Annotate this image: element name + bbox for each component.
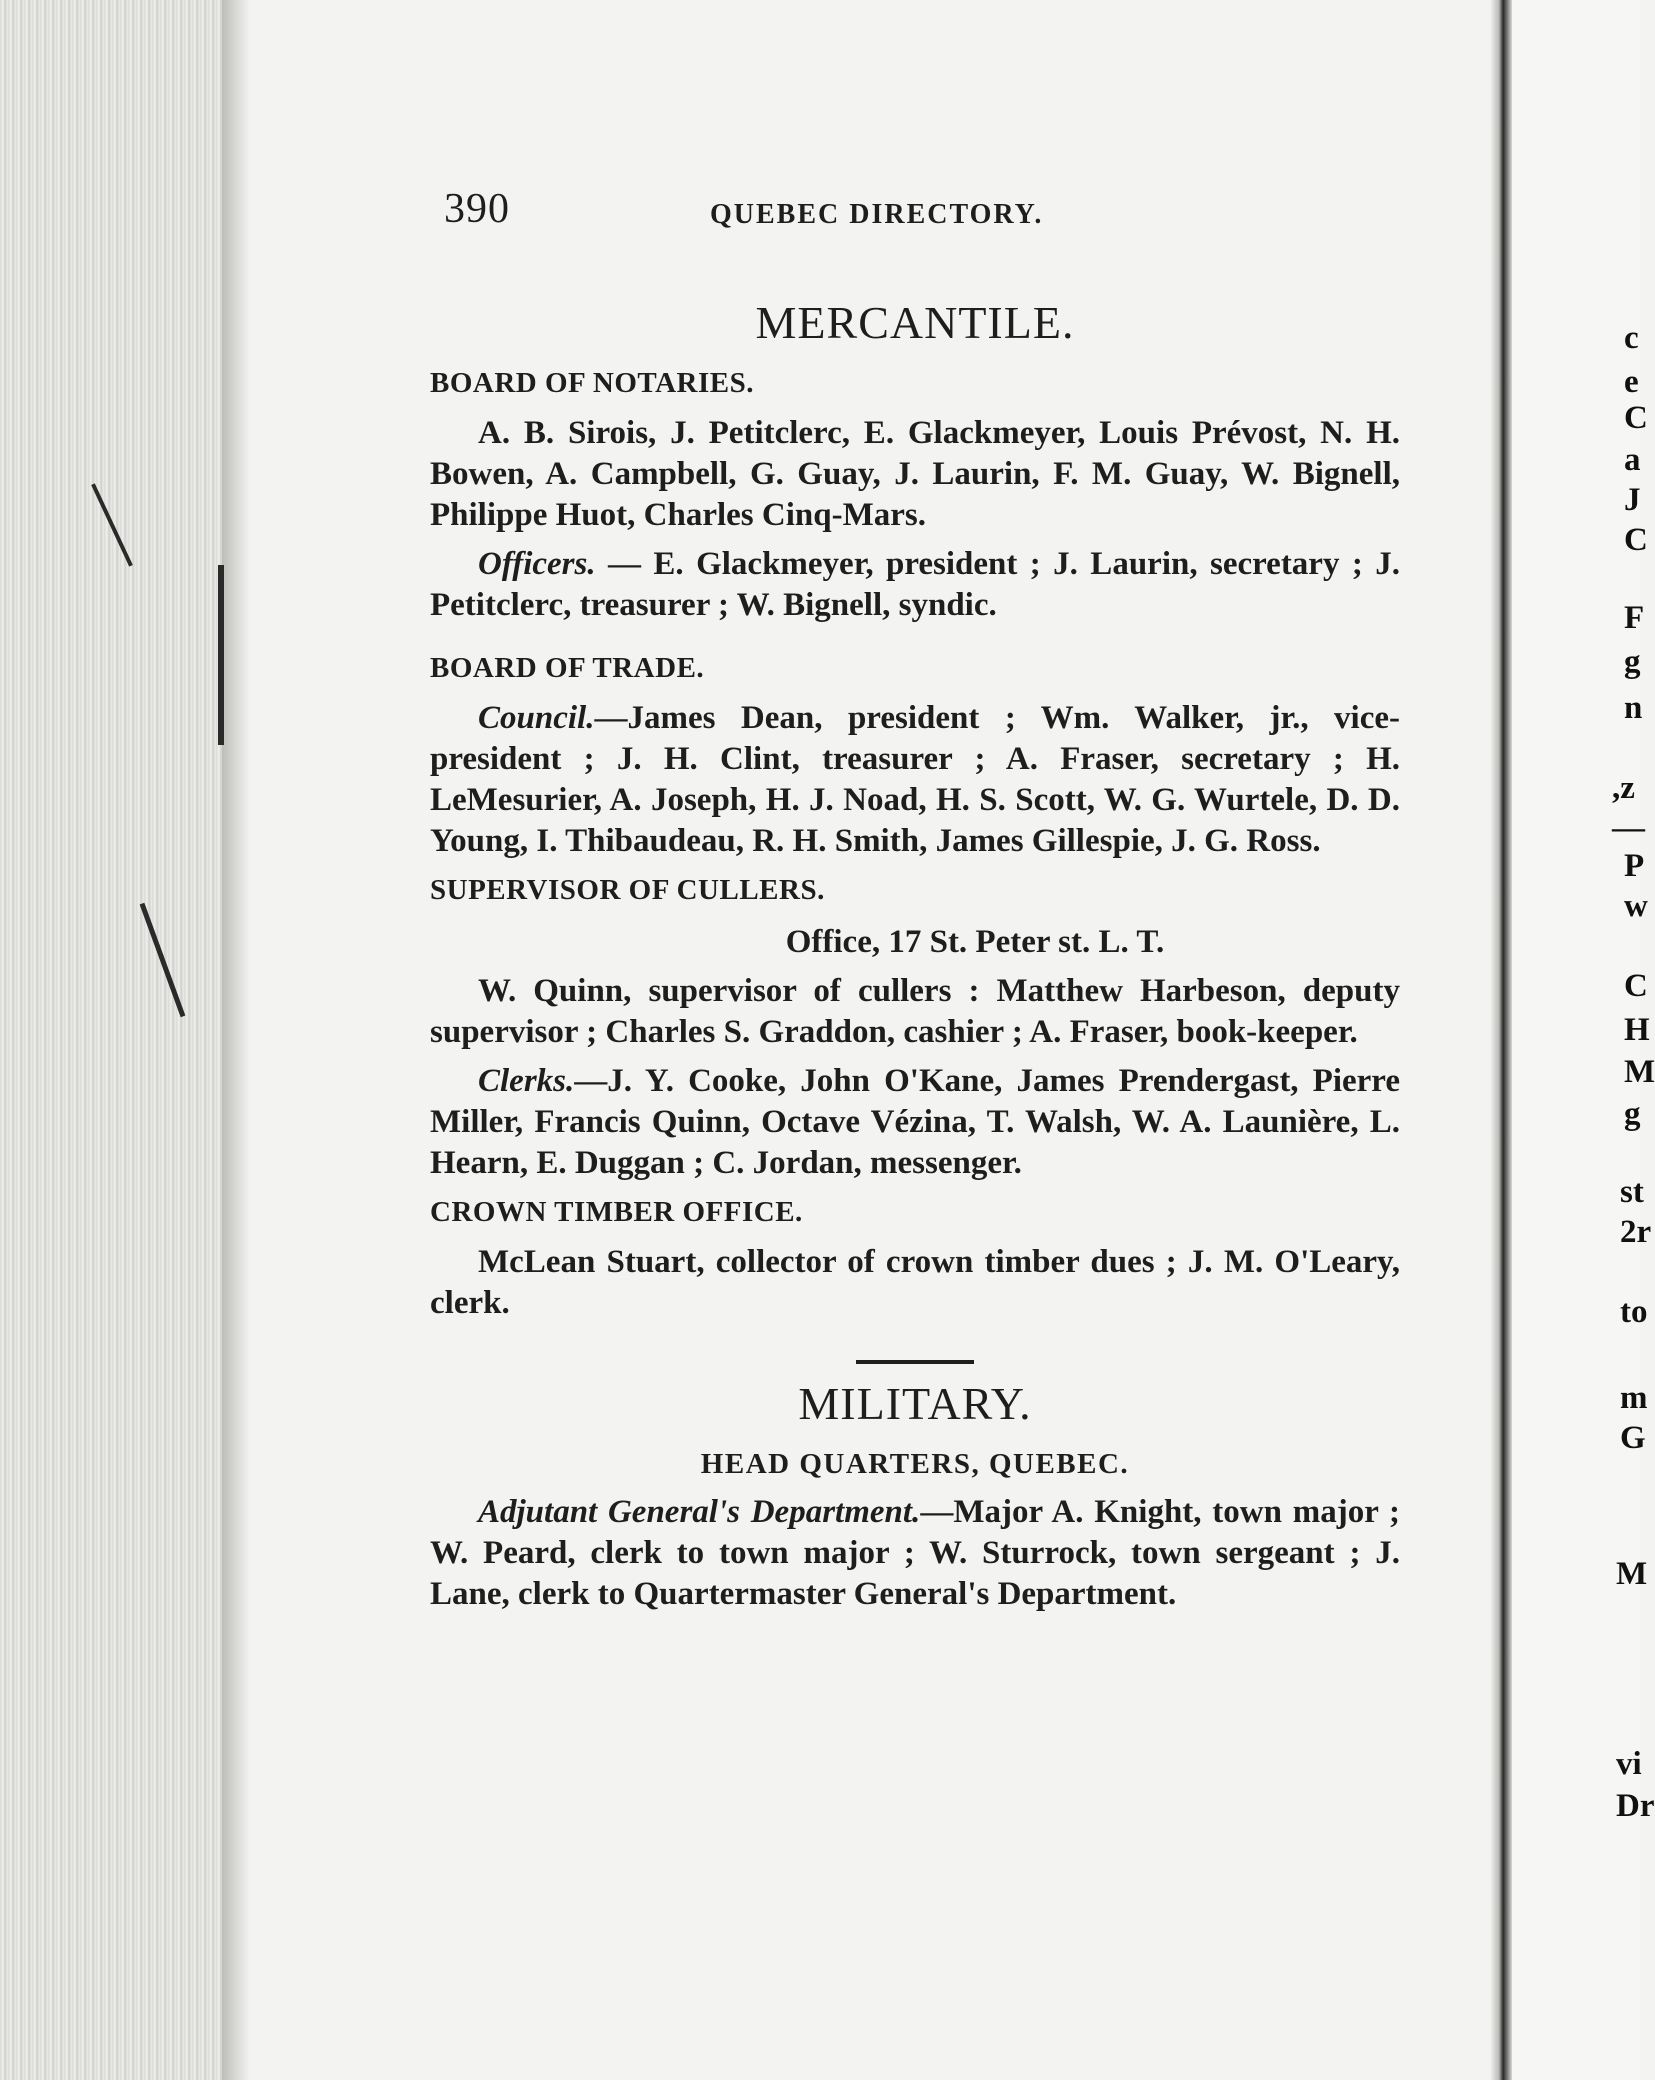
fragment-text: vi xyxy=(1616,1746,1642,1782)
page-number: 390 xyxy=(444,186,510,232)
fragment-text: ,z xyxy=(1612,770,1635,806)
page-edge-shadow xyxy=(222,0,250,2080)
fragment-text: J xyxy=(1624,482,1641,518)
page-header xyxy=(430,185,1400,245)
adjacent-page-fragment xyxy=(1512,0,1655,2080)
fragment-text: st xyxy=(1620,1174,1644,1210)
cullers-clerks xyxy=(430,1061,1400,1184)
fragment-text: C xyxy=(1624,522,1648,558)
clerks-text: —J. Y. Cooke, John O'Kane, James Prendergast, Pierre Miller, Francis Quinn, Octave Vézina, T. Walsh, W. A. Launière, L. Hearn, E. Duggan ; C. Jordan, messenger. xyxy=(430,1063,1400,1181)
heading-crown-timber-office: CROWN TIMBER OFFICE. xyxy=(430,1196,803,1228)
section-title-mercantile: MERCANTILE. xyxy=(755,297,1075,348)
timber-staff: McLean Stuart, collector of crown timber dues ; J. M. O'Leary, clerk. xyxy=(430,1244,1400,1321)
heading-head-quarters: HEAD QUARTERS, QUEBEC. xyxy=(700,1448,1130,1480)
fragment-text: m xyxy=(1620,1380,1648,1416)
cullers-office-address: Office, 17 St. Peter st. L. T. xyxy=(785,924,1165,960)
officers-text: — E. Glackmeyer, president ; J. Laurin, secretary ; J. Petitclerc, treasurer ; W. Bignell, syndic. xyxy=(430,546,1400,623)
fragment-text: e xyxy=(1624,364,1639,400)
council-label: Council. xyxy=(478,700,595,736)
fragment-text: c xyxy=(1624,320,1639,356)
section-divider xyxy=(856,1360,974,1364)
fragment-text: to xyxy=(1620,1294,1648,1330)
fragment-text: n xyxy=(1624,690,1643,726)
fragment-text: w xyxy=(1624,888,1648,924)
fragment-text: Dr xyxy=(1616,1788,1655,1824)
fragment-text: M xyxy=(1624,1054,1655,1090)
fragment-text: a xyxy=(1624,442,1641,478)
heading-supervisor-of-cullers: SUPERVISOR OF CULLERS. xyxy=(430,874,825,906)
fragment-text: G xyxy=(1620,1420,1646,1456)
running-title: QUEBEC DIRECTORY. xyxy=(710,199,1044,230)
trade-council xyxy=(430,698,1400,862)
fragment-text: M xyxy=(1616,1556,1648,1592)
fragment-text: P xyxy=(1624,848,1645,884)
book-gutter xyxy=(1490,0,1512,2080)
adjutant-label: Adjutant General's Department. xyxy=(478,1494,921,1530)
fragment-text: C xyxy=(1624,968,1648,1004)
clerks-label: Clerks. xyxy=(478,1063,575,1099)
fragment-text: 2r xyxy=(1620,1214,1652,1250)
council-text: —James Dean, president ; Wm. Walker, jr., vice-president ; J. H. Clint, treasurer ; A. Fraser, secretary ; H. LeMesurier, A. Joseph, H. J. Noad, H. S. Scott, W. G. Wurtele, D. D. Young, I. Thibaudeau, R. H. Smith, James Gillespie, J. G. Ross. xyxy=(430,700,1400,859)
edge-ink-mark xyxy=(218,565,224,745)
section-title-military: MILITARY. xyxy=(798,1378,1032,1429)
heading-board-of-notaries: BOARD OF NOTARIES. xyxy=(430,367,755,399)
heading-board-of-trade: BOARD OF TRADE. xyxy=(430,652,705,684)
fragment-text: H xyxy=(1624,1012,1650,1048)
fragment-text: F xyxy=(1624,600,1645,636)
cullers-staff: W. Quinn, supervisor of cullers : Matthew Harbeson, deputy supervisor ; Charles S. Graddon, cashier ; A. Fraser, book-keeper. xyxy=(430,973,1400,1050)
adjutant-text: —Major A. Knight, town major ; W. Peard, clerk to town major ; W. Sturrock, town sergeant ; J. Lane, clerk to Quartermaster General's Department. xyxy=(430,1494,1400,1612)
officers-label: Officers. xyxy=(478,546,596,582)
military-adjutant xyxy=(430,1492,1400,1615)
fragment-text: C xyxy=(1624,400,1648,436)
fragment-text: — xyxy=(1612,810,1645,846)
book-page-edges xyxy=(0,0,222,2080)
notaries-officers xyxy=(430,544,1400,626)
fragment-text: g xyxy=(1624,644,1641,680)
notaries-members: A. B. Sirois, J. Petitclerc, E. Glackmeyer, Louis Prévost, N. H. Bowen, A. Campbell, G. Guay, J. Laurin, F. M. Guay, W. Bignell, Philippe Huot, Charles Cinq-Mars. xyxy=(430,415,1400,533)
directory-page xyxy=(430,185,1400,1615)
fragment-text: g xyxy=(1624,1096,1641,1132)
